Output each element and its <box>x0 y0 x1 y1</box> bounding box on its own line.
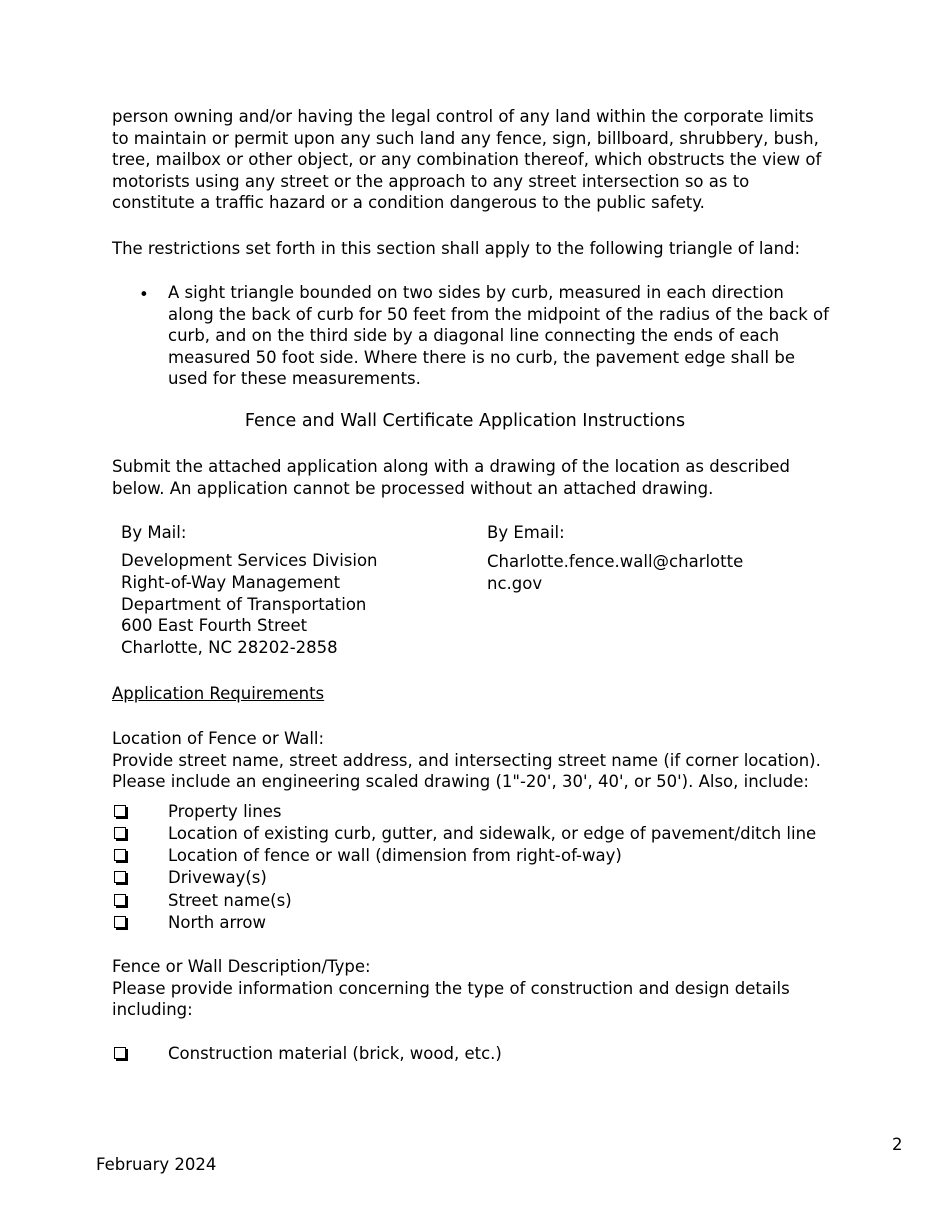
submit-line: below. An application cannot be processed without an attached drawing. <box>112 478 714 498</box>
intro-line: motorists using any street or the approach to any street intersection so as to <box>112 171 750 191</box>
bullet-line: along the back of curb for 50 feet from the midpoint of the radius of the back of <box>168 304 829 324</box>
intro-line: tree, mailbox or other object, or any combination thereof, which obstructs the view of <box>112 150 822 169</box>
submit-instructions <box>112 456 790 499</box>
checklist-item: Construction material (brick, wood, etc.) <box>168 1044 502 1063</box>
checkbox-icon <box>114 894 126 906</box>
email-address-line[interactable]: nc.gov <box>487 573 543 593</box>
bullet-line: A sight triangle bounded on two sides by curb, measured in each direction <box>168 283 784 302</box>
checkbox-icon <box>114 916 126 928</box>
checkbox-icon <box>114 1047 126 1059</box>
mail-address <box>121 550 378 659</box>
checkbox-icon <box>114 827 126 839</box>
email-address-line[interactable]: Charlotte.fence.wall@charlotte <box>487 552 744 571</box>
mail-address-line: Charlotte, NC 28202-2858 <box>121 638 338 658</box>
email-label: By Email: <box>487 523 565 542</box>
checklist-item: Location of existing curb, gutter, and sidewalk, or edge of pavement/ditch line <box>168 824 817 843</box>
intro-paragraph <box>112 106 821 214</box>
mail-address-line: Right-of-Way Management <box>121 572 341 592</box>
section-title: Fence and Wall Certificate Application Instructions <box>244 411 686 431</box>
mail-label: By Mail: <box>121 523 187 542</box>
checklist-item: Street name(s) <box>168 891 292 910</box>
email-address[interactable] <box>487 551 743 594</box>
checklist-item: Location of fence or wall (dimension from right-of-way) <box>168 846 622 865</box>
checklist-item: Driveway(s) <box>168 868 267 887</box>
location-section <box>112 728 821 793</box>
description-section <box>112 956 790 1021</box>
checkbox-icon <box>114 871 126 883</box>
checkbox-icon <box>114 805 126 817</box>
requirements-heading: Application Requirements <box>112 684 325 703</box>
page-number: 2 <box>892 1135 903 1154</box>
description-heading: Fence or Wall Description/Type: <box>112 957 371 976</box>
mail-address-line: Department of Transportation <box>121 594 367 614</box>
location-line: Provide street name, street address, and intersecting street name (if corner location). <box>112 750 821 770</box>
description-line: Please provide information concerning the type of construction and design details <box>112 978 790 998</box>
description-line: including: <box>112 1000 193 1019</box>
intro-line: to maintain or permit upon any such land any fence, sign, billboard, shrubbery, bush, <box>112 128 819 148</box>
checklist-item: North arrow <box>168 913 267 932</box>
checkbox-icon <box>114 849 126 861</box>
sight-triangle-bullet <box>168 282 829 390</box>
submit-line: Submit the attached application along with a drawing of the location as described <box>112 457 791 476</box>
location-heading: Location of Fence or Wall: <box>112 729 325 748</box>
footer-date: February 2024 <box>96 1155 217 1174</box>
bullet-icon: • <box>139 285 149 304</box>
bullet-line: used for these measurements. <box>168 369 421 388</box>
bullet-line: measured 50 foot side. Where there is no curb, the pavement edge shall be <box>168 347 795 367</box>
intro-line: constitute a traffic hazard or a condition dangerous to the public safety. <box>112 193 705 212</box>
restrictions-sentence: The restrictions set forth in this section shall apply to the following triangle of land: <box>112 239 801 258</box>
intro-line: person owning and/or having the legal control of any land within the corporate limits <box>112 107 814 126</box>
bullet-line: curb, and on the third side by a diagonal line connecting the ends of each <box>168 326 780 345</box>
mail-address-line: 600 East Fourth Street <box>121 616 308 636</box>
mail-address-line: Development Services Division <box>121 551 378 570</box>
location-line: Please include an engineering scaled drawing (1"-20', 30', 40', or 50'). Also, include: <box>112 772 809 791</box>
checklist-item: Property lines <box>168 802 282 821</box>
